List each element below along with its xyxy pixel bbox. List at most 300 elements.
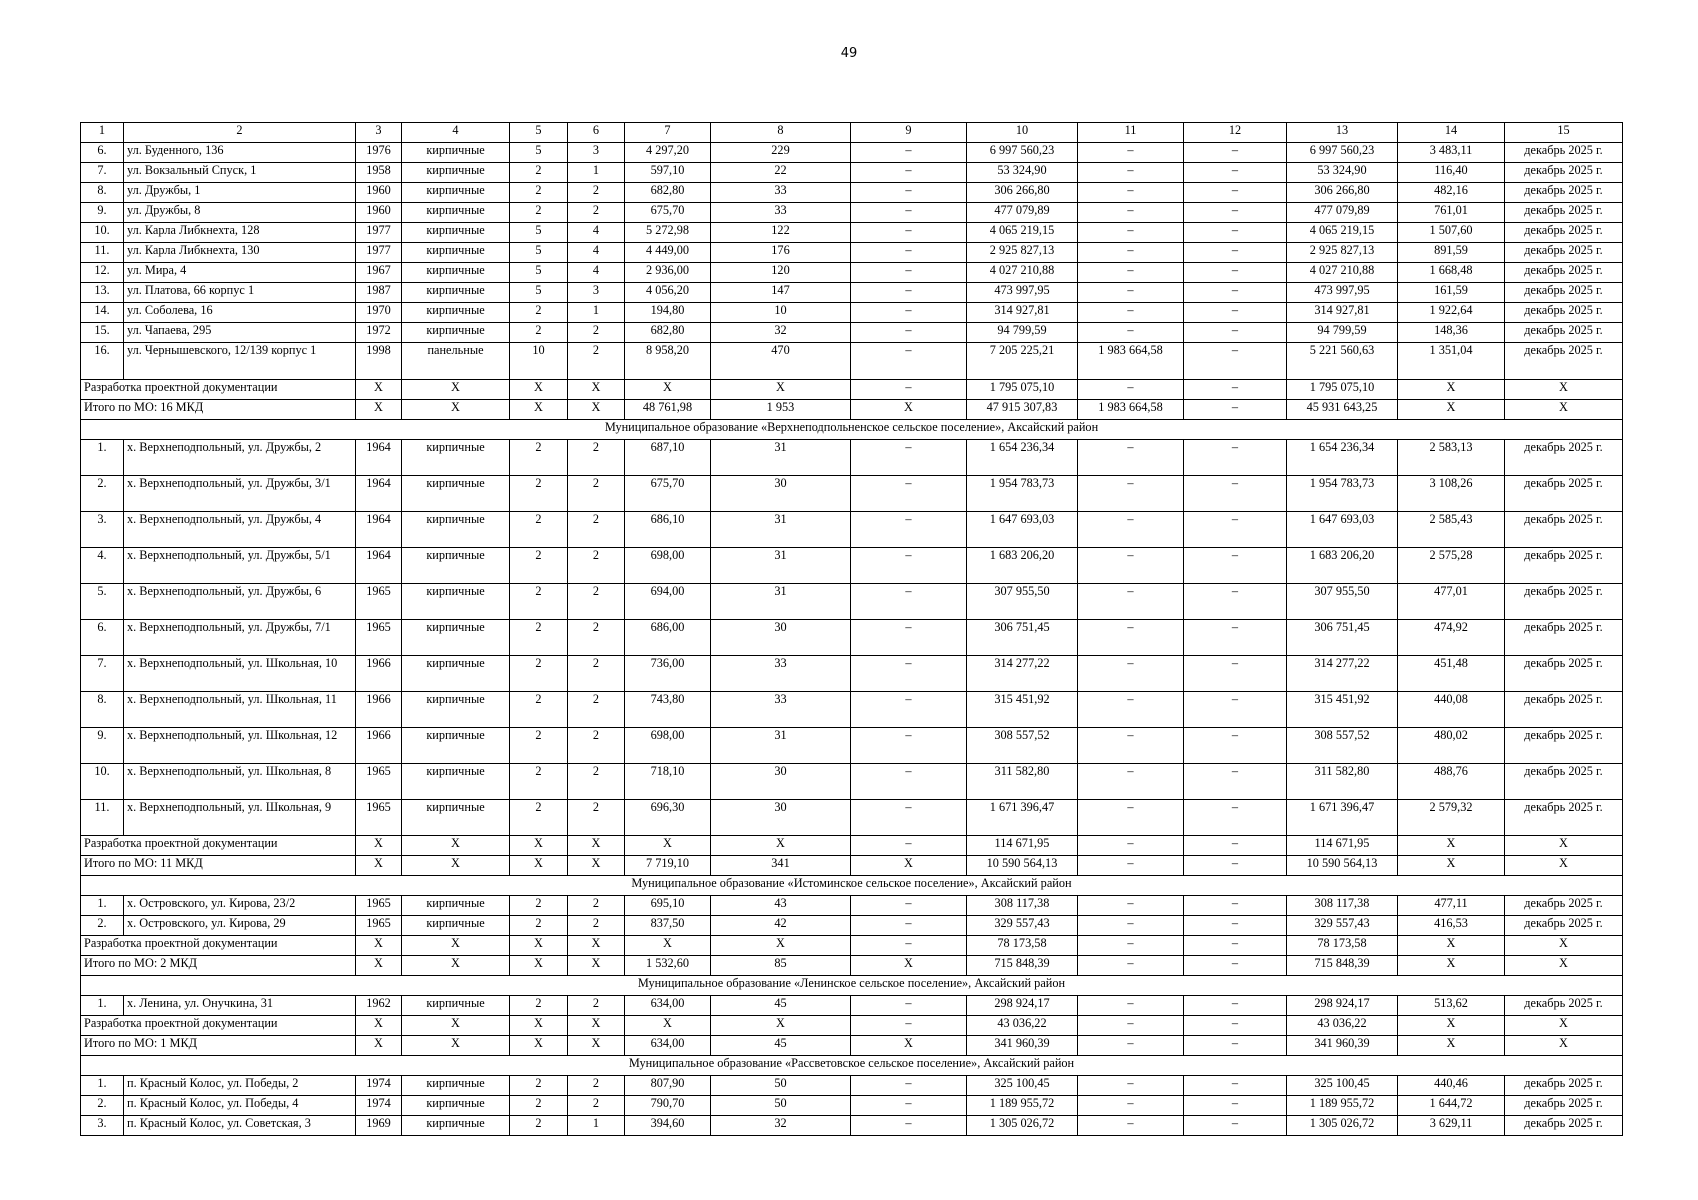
- cell-col-9: –: [851, 728, 967, 764]
- cell-row-number: 1.: [81, 440, 124, 476]
- summary-total-cost: 47 915 307,83: [967, 400, 1078, 420]
- summary-residents: 85: [711, 956, 851, 976]
- cell-fund-cost: 329 557,43: [1287, 916, 1398, 936]
- cell-col-12: –: [1184, 692, 1287, 728]
- header-col-9: 9: [851, 123, 967, 143]
- cell-row-number: 15.: [81, 323, 124, 343]
- cell-unit-cost: 1 351,04: [1398, 343, 1505, 380]
- cell-row-number: 11.: [81, 243, 124, 263]
- cell-col-9: –: [851, 1116, 967, 1136]
- cell-total-area: 736,00: [625, 656, 711, 692]
- cell-year-built: 1966: [356, 728, 402, 764]
- cell-row-number: 6.: [81, 143, 124, 163]
- cell-entrances: 2: [568, 996, 625, 1016]
- cell-entrances: 4: [568, 263, 625, 283]
- cell-col-9: –: [851, 183, 967, 203]
- summary-label: Разработка проектной документации: [81, 1016, 356, 1036]
- cell-col-11: –: [1078, 800, 1184, 836]
- cell-wall-material: кирпичные: [402, 800, 510, 836]
- summary-col-11: –: [1078, 380, 1184, 400]
- column-number-header-row: [81, 123, 1623, 143]
- section-title: Муниципальное образование «Рассветовское сельское поселение», Аксайский район: [81, 1056, 1623, 1076]
- cell-year-built: 1974: [356, 1096, 402, 1116]
- cell-floors: 2: [510, 440, 568, 476]
- table-row: [81, 323, 1623, 343]
- cell-year-built: 1965: [356, 584, 402, 620]
- cell-year-built: 1965: [356, 620, 402, 656]
- cell-floors: 2: [510, 800, 568, 836]
- cell-year-built: 1965: [356, 896, 402, 916]
- header-col-6: 6: [568, 123, 625, 143]
- header-col-14: 14: [1398, 123, 1505, 143]
- cell-wall-material: кирпичные: [402, 1096, 510, 1116]
- cell-fund-cost: 315 451,92: [1287, 692, 1398, 728]
- summary-col-12: –: [1184, 836, 1287, 856]
- cell-address: ул. Чапаева, 295: [124, 323, 356, 343]
- cell-deadline: декабрь 2025 г.: [1505, 203, 1623, 223]
- section-title: Муниципальное образование «Истоминское сельское поселение», Аксайский район: [81, 876, 1623, 896]
- table-row: [81, 243, 1623, 263]
- cell-total-cost: 315 451,92: [967, 692, 1078, 728]
- cell-fund-cost: 94 799,59: [1287, 323, 1398, 343]
- cell-entrances: 2: [568, 512, 625, 548]
- cell-total-cost: 311 582,80: [967, 764, 1078, 800]
- cell-col-12: –: [1184, 916, 1287, 936]
- summary-unit-cost: X: [1398, 936, 1505, 956]
- cell-entrances: 2: [568, 323, 625, 343]
- cell-wall-material: панельные: [402, 343, 510, 380]
- cell-floors: 2: [510, 303, 568, 323]
- cell-row-number: 9.: [81, 203, 124, 223]
- summary-entrances: X: [568, 856, 625, 876]
- cell-entrances: 2: [568, 343, 625, 380]
- cell-wall-material: кирпичные: [402, 548, 510, 584]
- summary-row: [81, 936, 1623, 956]
- cell-col-12: –: [1184, 548, 1287, 584]
- summary-total-area: 634,00: [625, 1036, 711, 1056]
- summary-entrances: X: [568, 1016, 625, 1036]
- cell-residents: 120: [711, 263, 851, 283]
- cell-total-area: 807,90: [625, 1076, 711, 1096]
- section-header-row: [81, 876, 1623, 896]
- summary-col-9: –: [851, 1016, 967, 1036]
- summary-col-11: –: [1078, 836, 1184, 856]
- cell-residents: 31: [711, 728, 851, 764]
- cell-deadline: декабрь 2025 г.: [1505, 263, 1623, 283]
- cell-deadline: декабрь 2025 г.: [1505, 343, 1623, 380]
- cell-entrances: 2: [568, 440, 625, 476]
- summary-total-cost: 78 173,58: [967, 936, 1078, 956]
- cell-row-number: 7.: [81, 656, 124, 692]
- cell-col-12: –: [1184, 143, 1287, 163]
- cell-deadline: декабрь 2025 г.: [1505, 800, 1623, 836]
- cell-total-cost: 1 647 693,03: [967, 512, 1078, 548]
- cell-deadline: декабрь 2025 г.: [1505, 183, 1623, 203]
- cell-total-cost: 1 654 236,34: [967, 440, 1078, 476]
- cell-entrances: 1: [568, 163, 625, 183]
- cell-fund-cost: 1 671 396,47: [1287, 800, 1398, 836]
- summary-floors: X: [510, 1036, 568, 1056]
- cell-col-12: –: [1184, 243, 1287, 263]
- cell-col-12: –: [1184, 283, 1287, 303]
- cell-col-9: –: [851, 323, 967, 343]
- cell-deadline: декабрь 2025 г.: [1505, 728, 1623, 764]
- summary-year-built: X: [356, 956, 402, 976]
- cell-address: ул. Соболева, 16: [124, 303, 356, 323]
- cell-col-11: –: [1078, 440, 1184, 476]
- summary-residents: X: [711, 1016, 851, 1036]
- summary-residents: 1 953: [711, 400, 851, 420]
- cell-address: ул. Мира, 4: [124, 263, 356, 283]
- summary-wall-material: X: [402, 400, 510, 420]
- cell-col-11: –: [1078, 263, 1184, 283]
- cell-unit-cost: 2 585,43: [1398, 512, 1505, 548]
- cell-total-area: 597,10: [625, 163, 711, 183]
- summary-total-area: 7 719,10: [625, 856, 711, 876]
- cell-col-11: –: [1078, 323, 1184, 343]
- cell-address: х. Верхнеподпольный, ул. Дружбы, 6: [124, 584, 356, 620]
- cell-address: х. Верхнеподпольный, ул. Дружбы, 4: [124, 512, 356, 548]
- cell-fund-cost: 306 266,80: [1287, 183, 1398, 203]
- cell-total-area: 634,00: [625, 996, 711, 1016]
- cell-unit-cost: 482,16: [1398, 183, 1505, 203]
- cell-row-number: 3.: [81, 1116, 124, 1136]
- cell-deadline: декабрь 2025 г.: [1505, 476, 1623, 512]
- cell-total-area: 8 958,20: [625, 343, 711, 380]
- table-row: [81, 343, 1623, 380]
- cell-entrances: 2: [568, 1096, 625, 1116]
- cell-address: п. Красный Колос, ул. Победы, 2: [124, 1076, 356, 1096]
- cell-total-cost: 329 557,43: [967, 916, 1078, 936]
- cell-entrances: 3: [568, 143, 625, 163]
- summary-col-12: –: [1184, 936, 1287, 956]
- cell-year-built: 1970: [356, 303, 402, 323]
- cell-year-built: 1965: [356, 764, 402, 800]
- cell-unit-cost: 2 579,32: [1398, 800, 1505, 836]
- cell-wall-material: кирпичные: [402, 476, 510, 512]
- cell-address: х. Верхнеподпольный, ул. Школьная, 11: [124, 692, 356, 728]
- cell-total-cost: 94 799,59: [967, 323, 1078, 343]
- cell-col-12: –: [1184, 476, 1287, 512]
- cell-total-area: 718,10: [625, 764, 711, 800]
- summary-col-11: –: [1078, 936, 1184, 956]
- cell-wall-material: кирпичные: [402, 1116, 510, 1136]
- cell-col-9: –: [851, 512, 967, 548]
- header-col-13: 13: [1287, 123, 1398, 143]
- cell-deadline: декабрь 2025 г.: [1505, 163, 1623, 183]
- cell-total-cost: 314 277,22: [967, 656, 1078, 692]
- cell-col-12: –: [1184, 440, 1287, 476]
- cell-total-area: 675,70: [625, 476, 711, 512]
- cell-total-area: 687,10: [625, 440, 711, 476]
- cell-unit-cost: 891,59: [1398, 243, 1505, 263]
- cell-address: х. Верхнеподпольный, ул. Дружбы, 3/1: [124, 476, 356, 512]
- cell-row-number: 8.: [81, 183, 124, 203]
- cell-total-area: 394,60: [625, 1116, 711, 1136]
- summary-col-9: X: [851, 956, 967, 976]
- cell-year-built: 1998: [356, 343, 402, 380]
- cell-unit-cost: 440,46: [1398, 1076, 1505, 1096]
- cell-address: ул. Вокзальный Спуск, 1: [124, 163, 356, 183]
- summary-residents: X: [711, 936, 851, 956]
- cell-deadline: декабрь 2025 г.: [1505, 283, 1623, 303]
- cell-year-built: 1964: [356, 440, 402, 476]
- cell-total-cost: 2 925 827,13: [967, 243, 1078, 263]
- header-col-2: 2: [124, 123, 356, 143]
- summary-year-built: X: [356, 936, 402, 956]
- table-row: [81, 1116, 1623, 1136]
- cell-unit-cost: 3 108,26: [1398, 476, 1505, 512]
- cell-residents: 33: [711, 656, 851, 692]
- cell-deadline: декабрь 2025 г.: [1505, 1116, 1623, 1136]
- cell-fund-cost: 2 925 827,13: [1287, 243, 1398, 263]
- page-number: 49: [840, 46, 858, 61]
- summary-floors: X: [510, 856, 568, 876]
- cell-unit-cost: 1 922,64: [1398, 303, 1505, 323]
- summary-unit-cost: X: [1398, 400, 1505, 420]
- cell-col-11: –: [1078, 764, 1184, 800]
- cell-address: ул. Буденного, 136: [124, 143, 356, 163]
- summary-col-9: –: [851, 836, 967, 856]
- summary-label: Итого по МО: 11 МКД: [81, 856, 356, 876]
- table-row: [81, 1076, 1623, 1096]
- cell-row-number: 3.: [81, 512, 124, 548]
- table-row: [81, 512, 1623, 548]
- cell-year-built: 1960: [356, 183, 402, 203]
- cell-col-12: –: [1184, 223, 1287, 243]
- summary-deadline: X: [1505, 856, 1623, 876]
- cell-col-12: –: [1184, 183, 1287, 203]
- cell-fund-cost: 1 954 783,73: [1287, 476, 1398, 512]
- summary-label: Итого по МО: 2 МКД: [81, 956, 356, 976]
- summary-unit-cost: X: [1398, 856, 1505, 876]
- cell-floors: 10: [510, 343, 568, 380]
- cell-entrances: 2: [568, 916, 625, 936]
- cell-entrances: 1: [568, 1116, 625, 1136]
- cell-wall-material: кирпичные: [402, 183, 510, 203]
- cell-wall-material: кирпичные: [402, 584, 510, 620]
- cell-unit-cost: 116,40: [1398, 163, 1505, 183]
- summary-unit-cost: X: [1398, 956, 1505, 976]
- cell-unit-cost: 2 575,28: [1398, 548, 1505, 584]
- summary-col-11: –: [1078, 956, 1184, 976]
- summary-entrances: X: [568, 836, 625, 856]
- cell-floors: 2: [510, 656, 568, 692]
- cell-row-number: 6.: [81, 620, 124, 656]
- cell-residents: 30: [711, 476, 851, 512]
- cell-year-built: 1974: [356, 1076, 402, 1096]
- cell-col-9: –: [851, 764, 967, 800]
- summary-unit-cost: X: [1398, 1016, 1505, 1036]
- cell-col-11: –: [1078, 283, 1184, 303]
- cell-total-area: 5 272,98: [625, 223, 711, 243]
- summary-label: Разработка проектной документации: [81, 836, 356, 856]
- cell-row-number: 1.: [81, 896, 124, 916]
- cell-floors: 2: [510, 1076, 568, 1096]
- summary-total-cost: 715 848,39: [967, 956, 1078, 976]
- cell-entrances: 2: [568, 203, 625, 223]
- cell-row-number: 7.: [81, 163, 124, 183]
- cell-floors: 5: [510, 263, 568, 283]
- cell-year-built: 1969: [356, 1116, 402, 1136]
- summary-total-cost: 114 671,95: [967, 836, 1078, 856]
- cell-year-built: 1966: [356, 692, 402, 728]
- table-row: [81, 1096, 1623, 1116]
- summary-row: [81, 380, 1623, 400]
- cell-floors: 2: [510, 1116, 568, 1136]
- summary-col-9: –: [851, 936, 967, 956]
- cell-col-11: –: [1078, 476, 1184, 512]
- cell-col-11: 1 983 664,58: [1078, 343, 1184, 380]
- summary-fund-cost: 45 931 643,25: [1287, 400, 1398, 420]
- cell-address: ул. Дружбы, 8: [124, 203, 356, 223]
- cell-col-12: –: [1184, 584, 1287, 620]
- table-row: [81, 440, 1623, 476]
- cell-total-cost: 473 997,95: [967, 283, 1078, 303]
- summary-deadline: X: [1505, 936, 1623, 956]
- cell-deadline: декабрь 2025 г.: [1505, 303, 1623, 323]
- cell-total-cost: 306 751,45: [967, 620, 1078, 656]
- summary-total-area: X: [625, 380, 711, 400]
- cell-col-12: –: [1184, 323, 1287, 343]
- cell-wall-material: кирпичные: [402, 512, 510, 548]
- cell-entrances: 2: [568, 476, 625, 512]
- cell-col-11: –: [1078, 203, 1184, 223]
- summary-row: [81, 1036, 1623, 1056]
- cell-col-9: –: [851, 692, 967, 728]
- cell-entrances: 3: [568, 283, 625, 303]
- cell-floors: 2: [510, 203, 568, 223]
- summary-label: Итого по МО: 16 МКД: [81, 400, 356, 420]
- cell-col-12: –: [1184, 728, 1287, 764]
- cell-fund-cost: 1 647 693,03: [1287, 512, 1398, 548]
- cell-deadline: декабрь 2025 г.: [1505, 656, 1623, 692]
- cell-wall-material: кирпичные: [402, 263, 510, 283]
- summary-year-built: X: [356, 1016, 402, 1036]
- cell-address: ул. Чернышевского, 12/139 корпус 1: [124, 343, 356, 380]
- cell-col-9: –: [851, 343, 967, 380]
- cell-col-12: –: [1184, 896, 1287, 916]
- cell-total-area: 4 449,00: [625, 243, 711, 263]
- cell-fund-cost: 53 324,90: [1287, 163, 1398, 183]
- cell-wall-material: кирпичные: [402, 440, 510, 476]
- section-header-row: [81, 976, 1623, 996]
- cell-row-number: 10.: [81, 223, 124, 243]
- cell-col-11: –: [1078, 243, 1184, 263]
- cell-total-area: 675,70: [625, 203, 711, 223]
- summary-total-area: X: [625, 936, 711, 956]
- cell-unit-cost: 148,36: [1398, 323, 1505, 343]
- summary-deadline: X: [1505, 956, 1623, 976]
- cell-address: ул. Карла Либкнехта, 128: [124, 223, 356, 243]
- table-row: [81, 800, 1623, 836]
- cell-total-area: 698,00: [625, 728, 711, 764]
- summary-unit-cost: X: [1398, 836, 1505, 856]
- cell-floors: 2: [510, 620, 568, 656]
- cell-total-cost: 308 557,52: [967, 728, 1078, 764]
- cell-address: х. Верхнеподпольный, ул. Дружбы, 5/1: [124, 548, 356, 584]
- cell-col-9: –: [851, 800, 967, 836]
- cell-residents: 33: [711, 692, 851, 728]
- cell-unit-cost: 451,48: [1398, 656, 1505, 692]
- summary-floors: X: [510, 936, 568, 956]
- summary-row: [81, 1016, 1623, 1036]
- summary-floors: X: [510, 836, 568, 856]
- summary-col-11: 1 983 664,58: [1078, 400, 1184, 420]
- cell-col-12: –: [1184, 800, 1287, 836]
- table-row: [81, 692, 1623, 728]
- cell-address: ул. Карла Либкнехта, 130: [124, 243, 356, 263]
- cell-wall-material: кирпичные: [402, 656, 510, 692]
- cell-entrances: 2: [568, 896, 625, 916]
- cell-year-built: 1962: [356, 996, 402, 1016]
- summary-year-built: X: [356, 400, 402, 420]
- table-row: [81, 303, 1623, 323]
- summary-floors: X: [510, 1016, 568, 1036]
- cell-year-built: 1964: [356, 476, 402, 512]
- cell-unit-cost: 474,92: [1398, 620, 1505, 656]
- cell-fund-cost: 298 924,17: [1287, 996, 1398, 1016]
- cell-row-number: 9.: [81, 728, 124, 764]
- cell-residents: 176: [711, 243, 851, 263]
- cell-wall-material: кирпичные: [402, 916, 510, 936]
- cell-unit-cost: 3 629,11: [1398, 1116, 1505, 1136]
- cell-fund-cost: 4 065 219,15: [1287, 223, 1398, 243]
- cell-col-11: –: [1078, 548, 1184, 584]
- table-row: [81, 996, 1623, 1016]
- cell-floors: 2: [510, 692, 568, 728]
- cell-col-9: –: [851, 223, 967, 243]
- table-row: [81, 548, 1623, 584]
- cell-col-9: –: [851, 203, 967, 223]
- cell-total-cost: 4 065 219,15: [967, 223, 1078, 243]
- cell-deadline: декабрь 2025 г.: [1505, 223, 1623, 243]
- cell-col-11: –: [1078, 303, 1184, 323]
- cell-col-9: –: [851, 548, 967, 584]
- cell-residents: 32: [711, 323, 851, 343]
- cell-entrances: 2: [568, 1076, 625, 1096]
- cell-fund-cost: 307 955,50: [1287, 584, 1398, 620]
- cell-residents: 42: [711, 916, 851, 936]
- table-row: [81, 916, 1623, 936]
- cell-col-11: –: [1078, 692, 1184, 728]
- cell-address: х. Островского, ул. Кирова, 23/2: [124, 896, 356, 916]
- cell-col-12: –: [1184, 620, 1287, 656]
- cell-deadline: декабрь 2025 г.: [1505, 916, 1623, 936]
- cell-entrances: 2: [568, 692, 625, 728]
- cell-col-9: –: [851, 283, 967, 303]
- cell-address: п. Красный Колос, ул. Победы, 4: [124, 1096, 356, 1116]
- summary-col-12: –: [1184, 956, 1287, 976]
- summary-row: [81, 836, 1623, 856]
- cell-col-11: –: [1078, 1076, 1184, 1096]
- cell-row-number: 4.: [81, 548, 124, 584]
- cell-year-built: 1972: [356, 323, 402, 343]
- cell-col-9: –: [851, 996, 967, 1016]
- cell-row-number: 14.: [81, 303, 124, 323]
- cell-total-area: 4 297,20: [625, 143, 711, 163]
- cell-fund-cost: 473 997,95: [1287, 283, 1398, 303]
- cell-floors: 5: [510, 283, 568, 303]
- summary-floors: X: [510, 400, 568, 420]
- cell-total-cost: 6 997 560,23: [967, 143, 1078, 163]
- cell-total-cost: 1 683 206,20: [967, 548, 1078, 584]
- cell-fund-cost: 314 927,81: [1287, 303, 1398, 323]
- table-row: [81, 283, 1623, 303]
- cell-floors: 2: [510, 512, 568, 548]
- cell-col-11: –: [1078, 512, 1184, 548]
- table-row: [81, 143, 1623, 163]
